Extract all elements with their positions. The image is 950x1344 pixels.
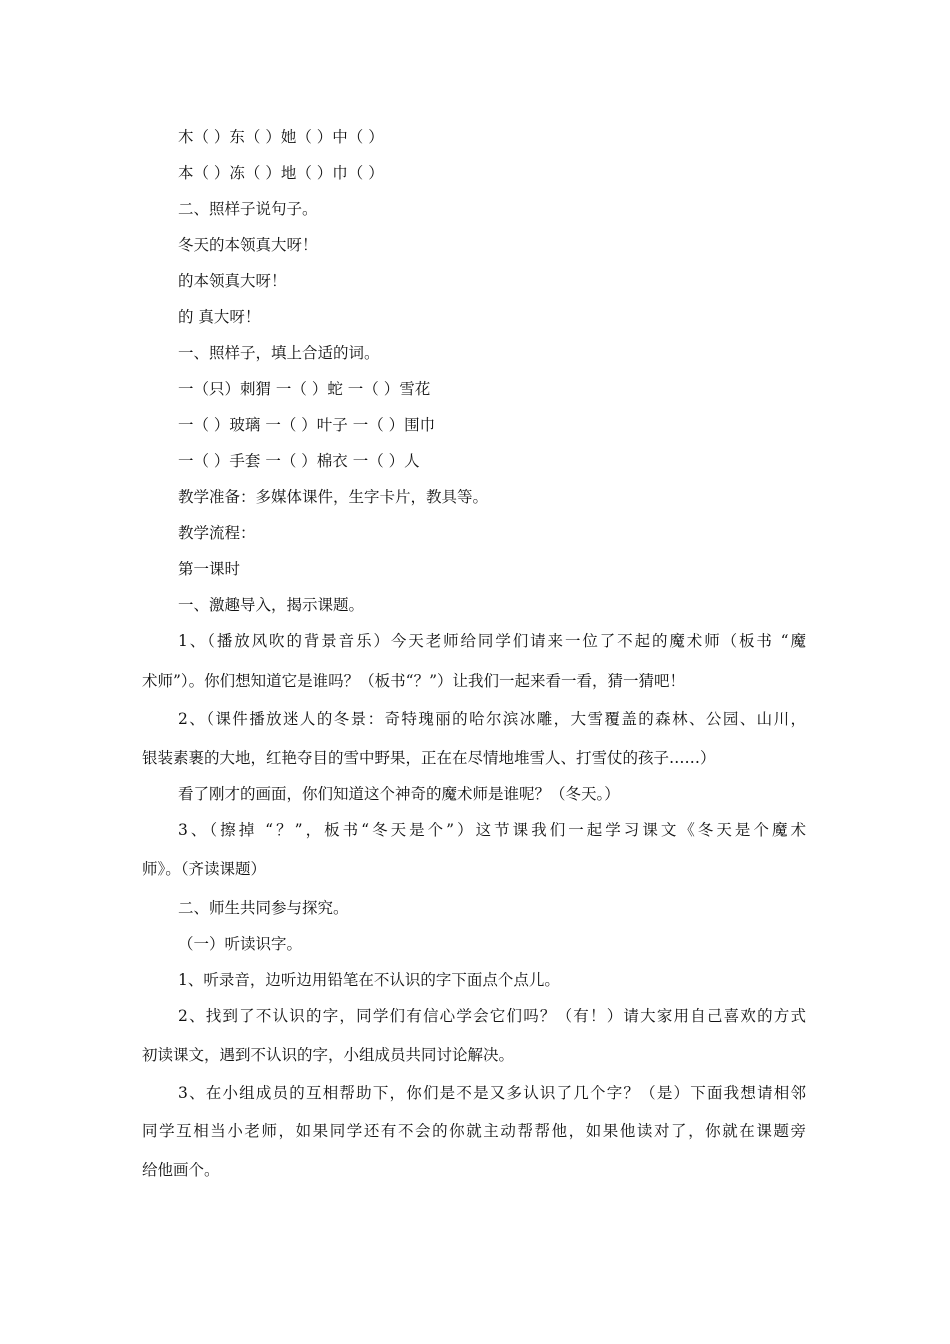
text-line: 一（ ）手套 一（ ）棉衣 一（ ）人 <box>178 452 420 470</box>
text-line: 一（ ）玻璃 一（ ）叶子 一（ ）围巾 <box>178 416 436 434</box>
text-line: 第一课时 <box>178 560 241 578</box>
text-line: 教学准备：多媒体课件，生字卡片，教具等。 <box>178 488 489 506</box>
subsection-heading: （一）听读识字。 <box>178 935 303 953</box>
text-line: 木（ ）东（ ）她（ ）中（ ） <box>178 128 384 146</box>
text-line: 的 真大呀！ <box>178 308 261 326</box>
text-line: 一（只）刺猬 一（ ）蛇 一（ ）雪花 <box>178 380 431 398</box>
paragraph-line: 2、找到了不认识的字，同学们有信心学会它们吗？（有！）请大家用自己喜欢的方式 <box>178 1007 806 1025</box>
paragraph-line: 2、（课件播放迷人的冬景：奇特瑰丽的哈尔滨冰雕，大雪覆盖的森林、公园、山川， <box>178 710 806 728</box>
paragraph-line: 1、（播放风吹的背景音乐）今天老师给同学们请来一位了不起的魔术师（板书 “魔 <box>178 632 806 650</box>
paragraph-line: 给他画个。 <box>142 1161 220 1179</box>
section-heading: 一、照样子，填上合适的词。 <box>178 344 380 362</box>
paragraph-line: 初读课文，遇到不认识的字，小组成员共同讨论解决。 <box>142 1046 515 1064</box>
text-line: 冬天的本领真大呀！ <box>178 236 318 254</box>
paragraph-line: 1、听录音，边听边用铅笔在不认识的字下面点个点儿。 <box>178 971 560 989</box>
text-line: 本（ ）冻（ ）地（ ）巾（ ） <box>178 164 384 182</box>
paragraph-line: 术师”）。你们想知道它是谁吗？（板书“？”）让我们一起来看一看，猜一猜吧！ <box>142 672 686 690</box>
section-heading: 二、照样子说句子。 <box>178 200 318 218</box>
section-heading: 二、师生共同参与探究。 <box>178 899 349 917</box>
paragraph-line: 看了刚才的画面，你们知道这个神奇的魔术师是谁呢？（冬天。） <box>178 785 620 803</box>
paragraph-line: 3、（擦掉 “？”，板书“冬天是个”）这节课我们一起学习课文《冬天是个魔术 <box>178 821 806 839</box>
section-heading: 一、激趣导入，揭示课题。 <box>178 596 365 614</box>
paragraph-line: 同学互相当小老师，如果同学还有不会的你就主动帮帮他，如果他读对了，你就在课题旁 <box>142 1122 806 1140</box>
text-line: 教学流程： <box>178 524 256 542</box>
text-line: 的本领真大呀！ <box>178 272 287 290</box>
paragraph-line: 3、在小组成员的互相帮助下，你们是不是又多认识了几个字？（是）下面我想请相邻 <box>178 1084 806 1102</box>
paragraph-line: 师》。（齐读课题） <box>142 860 267 878</box>
paragraph-line: 银装素裹的大地，红艳夺目的雪中野果，正在在尽情地堆雪人、打雪仗的孩子……） <box>142 749 716 767</box>
